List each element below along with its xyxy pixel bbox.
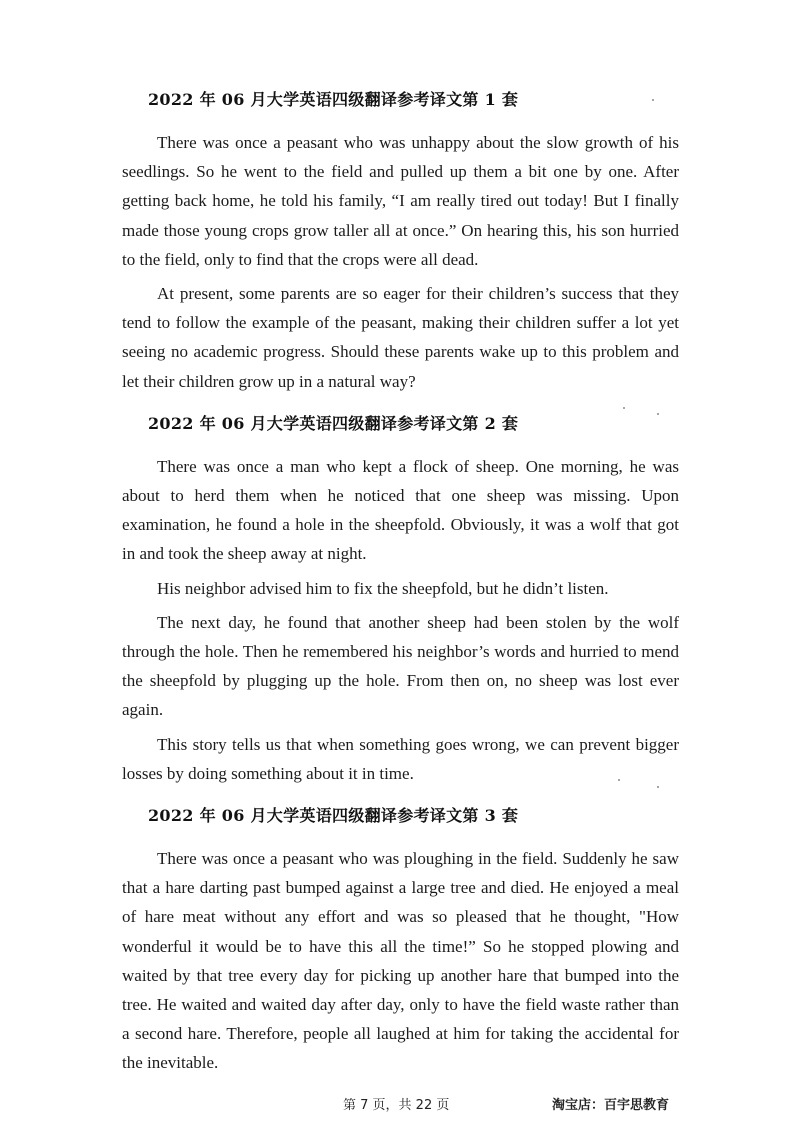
shop-name: 淘宝店：百宇思教育 — [552, 1098, 670, 1113]
section-title: 2022 年 06 月大学英语四级翻译参考译文第 1 套 — [148, 90, 519, 109]
paragraph: At present, some parents are so eager for their children’s success that they tend to follow the example of the peasant, making their children suffer a lot yet seeing no academic progress. Should these parents wake up to this problem and let their children grow up in a natural way? — [122, 284, 679, 391]
section-title: 2022 年 06 月大学英语四级翻译参考译文第 3 套 — [148, 806, 519, 826]
scan-speck — [652, 99, 654, 101]
paragraph: There was once a man who kept a flock of sheep. One morning, he was about to herd them when he noticed that one sheep was missing. Upon examination, he found a hole in the sheepfold. Obviously, it was a wolf that got in and took the sheep away at night. — [122, 456, 679, 564]
scan-speck — [657, 413, 659, 415]
section-1 — [122, 86, 679, 396]
paragraph: His neighbor advised him to fix the sheepfold, but he didn’t listen. — [157, 578, 609, 598]
paragraph: This story tells us that when something goes wrong, we can prevent bigger losses by doing something about it in time. — [122, 734, 679, 783]
paragraph: The next day, he found that another sheep had been stolen by the wolf through the hole. Then he remembered his neighbor’s words and hurried to mend the sheepfold by plugging up the hole. From then on, no sheep was lost ever again. — [122, 612, 679, 720]
scan-speck — [618, 779, 620, 781]
page-footer — [0, 1088, 800, 1116]
section-title: 2022 年 06 月大学英语四级翻译参考译文第 2 套 — [148, 413, 519, 433]
paragraph: There was once a peasant who was unhappy about the slow growth of his seedlings. So he went to the field and pulled up them a bit one by one. After getting back home, he told his family, “I am really tired out today! But I finally made those young crops grow taller all at once.” On hearing this, his son hurried to the field, only to find that the crops were all dead. — [122, 133, 679, 269]
page-number: 第 7 页，共 22 页 — [343, 1098, 450, 1113]
scan-speck — [623, 407, 625, 409]
section-2 — [122, 410, 679, 788]
paragraph: There was once a peasant who was ploughing in the field. Suddenly he saw that a hare darting past bumped against a large tree and died. He enjoyed a meal of hare meat without any effort and was so pleased that he thought, "How wonderful it would be to have this all the time!” So he stopped plowing and waited by that tree every day for picking up another hare that bumped into the tree. He waited and waited day after day, only to have the field waste rather than a second hare. Therefore, people all laughed at him for taking the accidental for the inevitable. — [122, 849, 679, 1073]
section-3 — [122, 802, 679, 1078]
scan-speck — [657, 786, 659, 788]
document-content — [122, 86, 679, 1092]
